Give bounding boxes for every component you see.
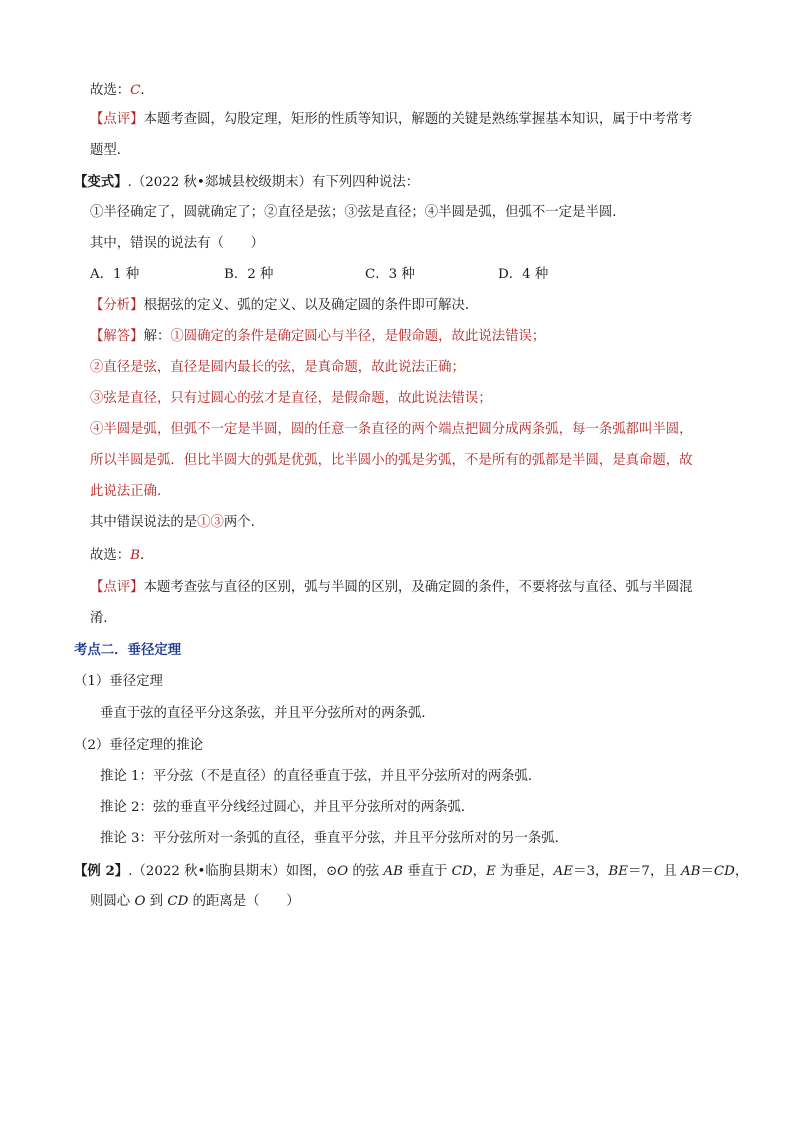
example2-text-l: 的距离是（ ） (188, 894, 300, 909)
review2-line-2 (90, 610, 117, 628)
wrong-prefix: 其中错误说法的是 (90, 515, 198, 530)
question-text: 其中，错误的说法有（ ） (90, 236, 265, 251)
review-line-1 (90, 111, 693, 129)
theorem-text: 垂直于弦的直径平分这条弦，并且平分弦所对的两条弧． (100, 706, 435, 721)
answer-value: C (130, 83, 141, 98)
solution-item-1: ①圆确定的条件是确定圆心与半径，是假命题，故此说法错误； (170, 329, 546, 344)
solution-line-5 (90, 452, 693, 470)
example2-line-1 (74, 862, 748, 880)
solution-line-2 (90, 359, 465, 377)
answer2-suffix: ． (140, 548, 154, 563)
example2-text-b: 的弦 (348, 864, 384, 879)
sub-heading-2 (74, 737, 203, 755)
answer-prefix: 故选： (90, 83, 131, 98)
variant-header (74, 173, 419, 191)
example2-text-j: 则圆心 (90, 894, 135, 909)
analysis-tag: 【分析】 (90, 298, 144, 313)
variant-tag: 【变式】 (74, 174, 128, 190)
example2-text-f: ＝3， (573, 864, 609, 879)
var-ae: AE (553, 864, 574, 879)
review-line-2 (90, 142, 130, 160)
var-cd-3: CD (167, 894, 189, 909)
review-text: 本题考查圆，勾股定理，矩形的性质等知识，解题的关键是熟练掌握基本知识，属于中考常考 (143, 112, 693, 127)
variant-options (90, 266, 570, 284)
solution-item-4a: ④半圆是弧，但弧不一定是半圆，圆的任意一条直径的两个端点把圆分成两条弧，每一条弧都叫半圆， (90, 422, 693, 437)
answer-line-2 (90, 547, 153, 565)
var-be: BE (608, 864, 629, 879)
solution-intro: 解： (143, 329, 171, 344)
wrong-value: ①③ (197, 515, 224, 530)
var-ab: AB (383, 864, 403, 879)
example2-tag: 【例 2】 (74, 863, 129, 879)
section2-heading: 考点二．垂径定理 (74, 642, 182, 658)
solution-item-4c: 此说法正确． (90, 484, 171, 499)
statements-text: ①半径确定了，圆就确定了；②直径是弦；③弦是直径；④半圆是弧，但弧不一定是半圆． (90, 205, 626, 220)
corollary2-text: 推论 2：弦的垂直平分线经过圆心，并且平分弦所对的两条弧． (100, 800, 475, 815)
option-b: B．2 种 (224, 267, 274, 282)
example2-text-i: ， (734, 864, 749, 879)
analysis-line (90, 297, 478, 315)
section-heading (74, 641, 181, 659)
var-cd: CD (451, 864, 473, 879)
review-tag: 【点评】 (90, 112, 144, 127)
variant-question (90, 235, 264, 253)
wrong-summary (90, 514, 264, 532)
corollary3-text: 推论 3：平分弦所对一条弧的直径，垂直平分弦，并且平分弦所对的另一条弧． (100, 831, 569, 846)
var-e: E (486, 864, 496, 879)
sub1-text: （1）垂径定理 (74, 674, 163, 689)
review-text-cont: 题型． (90, 143, 131, 158)
example2-text-h: ＝ (700, 864, 714, 879)
variant-source: .（2022 秋•郯城县校级期末）有下列四种说法： (127, 175, 420, 190)
solution-line-6 (90, 483, 170, 501)
example2-text-e: 为垂足， (495, 864, 554, 879)
var-cd-2: CD (713, 864, 735, 879)
example2-text-k: 到 (145, 894, 168, 909)
option-d: D．4 种 (498, 267, 549, 282)
review2-line-1 (90, 579, 693, 597)
review2-tag: 【点评】 (90, 580, 144, 595)
solution-item-3: ③弦是直径，只有过圆心的弦才是直径，是假命题，故此说法错误； (90, 391, 492, 406)
wrong-suffix: 两个． (223, 515, 265, 530)
sub-heading-1 (74, 673, 163, 691)
corollary-3 (100, 830, 568, 848)
answer-suffix: ． (140, 83, 154, 98)
example2-line-2 (90, 893, 300, 911)
solution-item-4b: 所以半圆是弧．但比半圆大的弧是优弧，比半圆小的弧是劣弧，不是所有的弧都是半圆，是真命题，故 (90, 453, 693, 468)
answer2-prefix: 故选： (90, 548, 131, 563)
var-ab-2: AB (680, 864, 701, 879)
theorem-line (100, 705, 435, 723)
solution-item-2: ②直径是弦，直径是圆内最长的弦，是真命题，故此说法正确； (90, 360, 465, 375)
corollary-2 (100, 799, 474, 817)
answer2-value: B (130, 548, 141, 563)
variant-statements (90, 204, 626, 222)
solution-tag: 【解答】 (90, 329, 144, 344)
corollary-1 (100, 768, 541, 786)
var-o: O (337, 864, 349, 879)
corollary1-text: 推论 1：平分弦（不是直径）的直径垂直于弦，并且平分弦所对的两条弧． (100, 769, 542, 784)
example2-text-d: ， (472, 864, 487, 879)
option-a: A．1 种 (90, 267, 140, 282)
review2-text: 本题考查弦与直径的区别，弧与半圆的区别，及确定圆的条件，不要将弦与直径、弧与半圆混 (143, 580, 693, 595)
analysis-text: 根据弦的定义、弧的定义、以及确定圆的条件即可解决． (143, 298, 479, 313)
solution-line-4 (90, 421, 693, 439)
review2-text-cont: 淆． (90, 611, 117, 626)
sub2-text: （2）垂径定理的推论 (74, 738, 204, 753)
example2-text-c: 垂直于 (402, 864, 452, 879)
option-c: C．3 种 (365, 267, 415, 282)
example2-text-a: .（2022 秋•临朐县期末）如图，⊙ (128, 864, 338, 879)
answer-line-1 (90, 82, 154, 100)
example2-text-g: ＝7，且 (628, 864, 681, 879)
solution-line-3 (90, 390, 492, 408)
var-o-2: O (134, 894, 146, 909)
solution-line-1 (90, 328, 545, 346)
